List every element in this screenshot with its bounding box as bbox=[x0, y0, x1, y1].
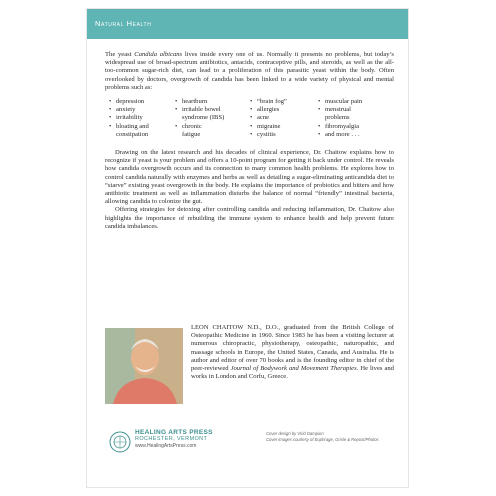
list-item: • menstrual bbox=[318, 106, 352, 114]
list-item: • “brain fog” bbox=[250, 98, 287, 106]
symptom-column-1 bbox=[109, 98, 175, 139]
description bbox=[105, 51, 394, 231]
list-item: • heartburn bbox=[175, 98, 208, 106]
list-item-continuation: syndrome (IBS) bbox=[182, 114, 225, 122]
list-item: • muscular pain bbox=[318, 98, 363, 106]
cover-credits bbox=[266, 431, 396, 442]
list-item: • bloating and bbox=[109, 122, 149, 130]
body-paragraph: Drawing on the latest research and his decades of clinical experience, Dr. Chaitow explains how to recognize if yeast is your problem and offers a 10-point program for getting it back under control. He reveals how candida overgrowth occurs and its connection to many common health problems. He explores how to control candida naturally with enzymes and herbs as well as detailing a sugar-eliminating anticandida diet to “starve” existing yeast overgrowth in the body. He explains the importance of probiotics and bitters and how antibiotic treatment as well as inflammation disturbs the balance of normal “friendly” intestinal bacteria, allowing candida to colonize the gut. bbox=[105, 149, 394, 206]
list-item: • irritable bowel bbox=[175, 106, 221, 114]
publisher-footer bbox=[87, 427, 408, 467]
publisher-url[interactable]: www.HealingArtsPress.com bbox=[135, 443, 197, 449]
publisher-name: HEALING ARTS PRESS bbox=[135, 429, 213, 436]
publisher-block bbox=[135, 429, 213, 449]
symptom-column-2 bbox=[175, 98, 250, 139]
publisher-city: ROCHESTER, VERMONT bbox=[135, 436, 208, 442]
back-cover bbox=[86, 8, 409, 488]
publisher-logo-icon bbox=[109, 431, 131, 453]
list-item: • acne bbox=[250, 114, 270, 122]
cover-design-credit: Cover design by Virid Dampion bbox=[266, 431, 324, 436]
list-item: • fibromyalgia bbox=[318, 122, 360, 130]
symptom-list bbox=[109, 98, 394, 139]
list-item: • chronic bbox=[175, 122, 202, 130]
author-bio: LEON CHAITOW N.D., D.O., graduated from the British College of Osteopathic Medicine in 1960. Since 1983 he has been a visiting lecturer at numerous chiropractic, physiotherapy, osteopathic, naturopathic, and massage schools in Europe, the United States, Canada, and Australia. He is author and editor of over 70 books and is the founding editor in chief of the peer-reviewed Journal of Bodywork and Movement Therapies. He lives and works in London and Corfu, Greece. bbox=[191, 324, 394, 381]
list-item: • irritability bbox=[109, 114, 143, 122]
list-item: • anxiety bbox=[109, 106, 136, 114]
body-paragraph: Offering strategies for detoxing after controlling candida and reducing inflammation, Dr. Chaitow also highlights the importance of rebuilding the immune system to enhance health and help prevent future candida imbalances. bbox=[105, 206, 394, 230]
symptom-column-3 bbox=[250, 98, 318, 139]
list-item: • allergies bbox=[250, 106, 280, 114]
list-item-continuation: problems bbox=[325, 114, 350, 122]
header-band bbox=[87, 9, 408, 39]
author-photo bbox=[105, 328, 183, 404]
symptom-column-4 bbox=[318, 98, 384, 139]
list-item: • cystitis bbox=[250, 130, 276, 138]
author-section bbox=[105, 324, 394, 420]
list-item: • depression bbox=[109, 98, 145, 106]
list-item-continuation: constipation bbox=[116, 130, 149, 138]
intro-paragraph: The yeast Candida albicans lives inside every one of us. Normally it presents no problems, but today’s widespread use of broad-spectrum antibiotics, antacids, contraceptive pills, and steroids, as well as the all-too-common sugar-rich diet, can lead to a proliferation of this parasitic yeast within the body. Often overlooked by doctors, overgrowth of candida has been linked to a wide variety of physical and mental problems such as: bbox=[105, 51, 394, 91]
section-label: Natural Health bbox=[95, 19, 152, 28]
list-item: • and more . . . bbox=[318, 130, 360, 138]
cover-images-credit: Cover images courtesy of Euphrage, Grisle & Repost/Photos bbox=[266, 436, 379, 442]
list-item-continuation: fatigue bbox=[182, 130, 201, 138]
list-item: • migraine bbox=[250, 122, 281, 130]
